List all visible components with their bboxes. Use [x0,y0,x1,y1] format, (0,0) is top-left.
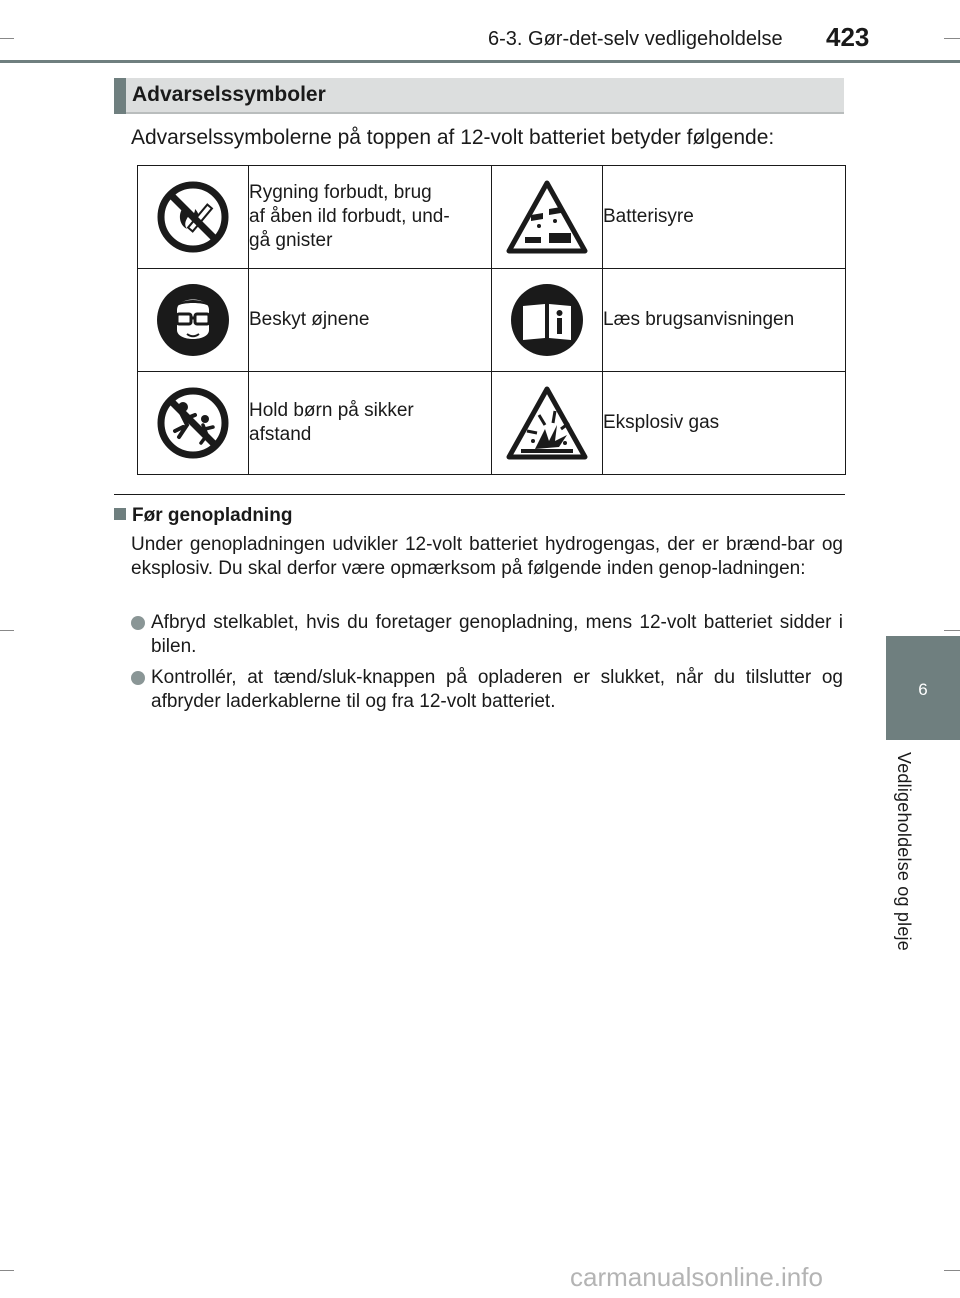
section-title: Advarselssymboler [132,83,326,106]
symbol-icon-cell [138,372,249,475]
table-row [138,166,846,269]
symbol-icon-cell [492,166,603,269]
symbol-label: Beskyt øjnene [249,269,492,372]
list-item-text: Afbryd stelkablet, hvis du foretager genopladning, mens 12-volt batteriet sidder i bilen. [151,612,843,657]
chapter-number: 6 [918,680,928,699]
no-smoking-no-flame-icon [155,179,231,255]
explosive-gas-warning-icon [505,385,589,461]
symbol-icon-cell [492,269,603,372]
battery-acid-warning-icon [505,179,589,255]
table-row [138,372,846,475]
section-divider [114,494,845,495]
section-heading-bar [114,78,844,114]
header-section-title: 6-3. Gør-det-selv vedligeholdelse [488,28,783,50]
crop-mark [0,630,14,631]
symbol-label: Rygning forbudt, brug af åben ild forbudt, und- gå gnister [249,166,492,269]
crop-mark [0,38,14,39]
subsection-title: Før genopladning [132,505,293,526]
intro-text: Advarselssymbolerne på toppen af 12-volt batteriet betyder følgende: [131,126,775,149]
crop-mark [0,1270,14,1271]
symbol-icon-cell [138,269,249,372]
watermark: carmanualsonline.info [570,1262,823,1292]
table-row [138,269,846,372]
subsection-heading [114,505,292,527]
symbol-label: Hold børn på sikker afstand [249,372,492,475]
read-manual-icon [509,282,585,358]
warning-symbols-table [137,165,846,475]
symbol-label: Læs brugsanvisningen [603,269,846,372]
symbol-label: Eksplosiv gas [603,372,846,475]
header-rule [0,60,960,63]
list-item [131,611,843,659]
crop-mark [944,1270,960,1271]
list-item-text: Kontrollér, at tænd/sluk-knappen på opladeren er slukket, når du tilslutter og afbryder laderkablerne til og fra 12-volt batteriet. [151,667,843,712]
page-number: 423 [826,22,870,52]
list-item [131,666,843,714]
chapter-title: Vedligeholdelse og pleje [894,752,914,951]
eye-protection-icon [155,282,231,358]
crop-mark [944,630,960,631]
subsection-paragraph: Under genopladningen udvikler 12-volt batteriet hydrogengas, der er brænd-bar og eksplosiv. Du skal derfor være opmærksom på følgende inden genop-ladningen: [131,534,843,579]
bullet-dot-icon [131,671,145,685]
keep-children-away-icon [155,385,231,461]
square-bullet-icon [114,508,126,520]
symbol-icon-cell [492,372,603,475]
symbol-icon-cell [138,166,249,269]
symbol-label: Batterisyre [603,166,846,269]
chapter-tab[interactable] [886,636,960,740]
crop-mark [944,38,960,39]
bullet-dot-icon [131,616,145,630]
